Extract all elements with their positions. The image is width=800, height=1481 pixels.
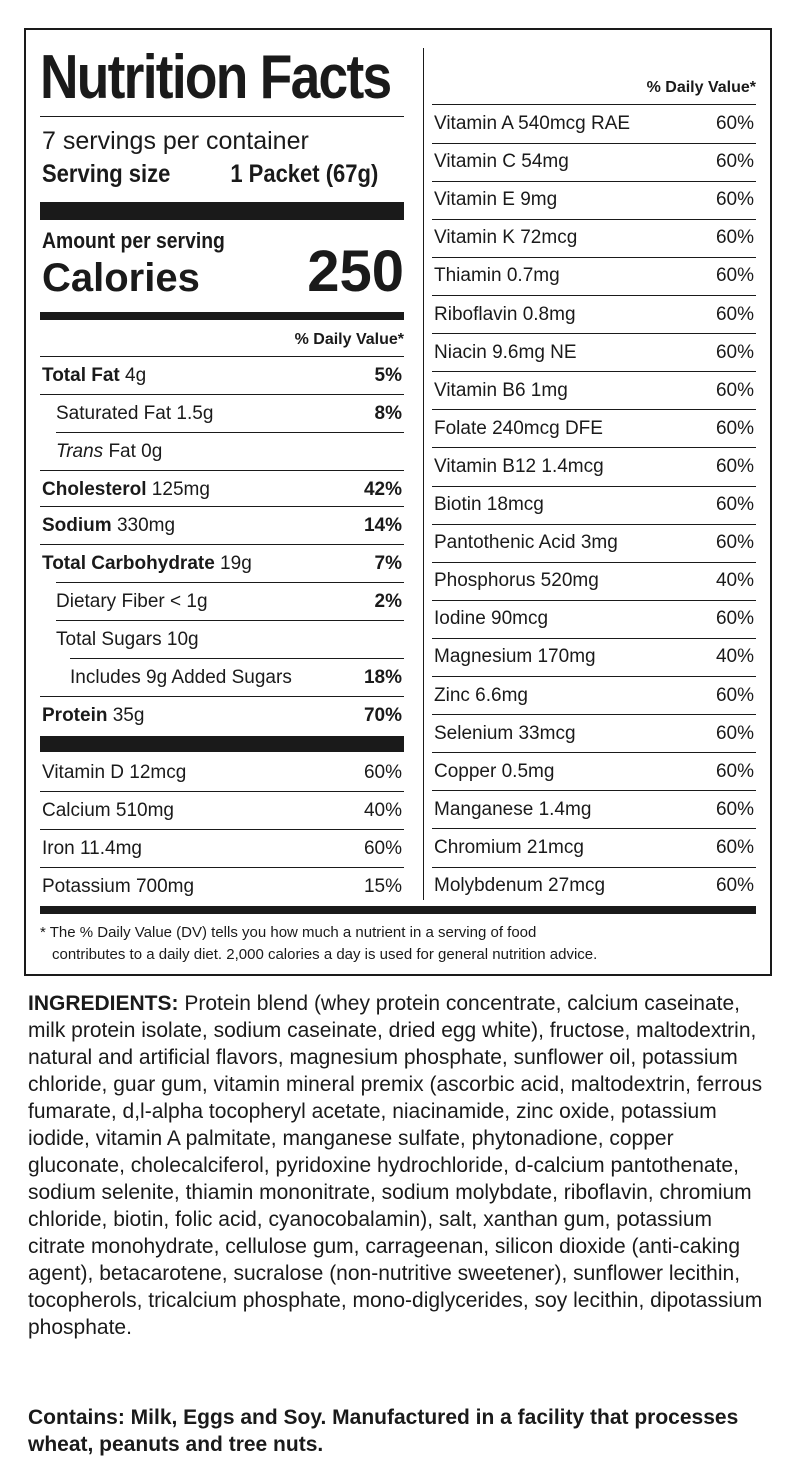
vitamin-row: Iodine 90mcg 60% — [434, 608, 754, 630]
vitamin-row: Copper 0.5mg 60% — [434, 760, 754, 782]
vitamin-row: Thiamin 0.7mg 60% — [434, 265, 754, 287]
nutrient-row-added-sugars: Includes 9g Added Sugars 18% — [70, 667, 402, 688]
ingredients-list: Protein blend (whey protein concentrate, calcium caseinate, milk protein isolate, sodium caseinate, dried egg white), fructose, maltodextrin, natural and artificial flavors, magnesium phosphate, sunflower oil, potassium chloride, guar gum, vitamin mineral premix (ascorbic acid, maltodextrin, ferrous fumarate, d,l-alpha tocopheryl acetate, niacinamide, zinc oxide, potassium iodide, vitamin A palmitate, manganese sulfate, phytonadione, copper gluconate, cholecalciferol, pyridoxine hydrochloride, d-calcium pantothenate, sodium selenite, thiamin mononitrate, sodium molybdate, riboflavin, chromium chloride, biotin, folic acid, cyanocobalamin), salt, xanthan gum, potassium citrate monohydrate, cellulose gum, carrageenan, silicon dioxide (anti-caking agent), betacarotene, sucralose (non-nutritive sweetener), sunflower lecithin, tocopherols, tricalcium phosphate, mono-diglycerides, soy lecithin, dipotassium phosphate. — [28, 992, 763, 1339]
vitamin-row: Potassium 700mg 15% — [42, 876, 402, 897]
vitamin-row: Niacin 9.6mg NE 60% — [434, 341, 754, 363]
vitamin-row: Riboflavin 0.8mg 60% — [434, 303, 754, 325]
nutrient-row-saturated-fat: Saturated Fat 1.5g 8% — [56, 403, 402, 424]
vitamin-row: Phosphorus 520mg 40% — [434, 570, 754, 592]
thick-divider — [40, 736, 404, 752]
vitamin-row: Biotin 18mcg 60% — [434, 494, 754, 515]
ingredients-text — [28, 990, 774, 1341]
column-divider — [423, 48, 424, 900]
footnote-line-1: * The % Daily Value (DV) tells you how much a nutrient in a serving of food — [40, 924, 537, 941]
vitamin-row: Vitamin E 9mg 60% — [434, 189, 754, 211]
vitamin-row: Manganese 1.4mg 60% — [434, 798, 754, 820]
vitamin-row: Pantothenic Acid 3mg 60% — [434, 532, 754, 554]
vitamin-row: Calcium 510mg 40% — [42, 800, 402, 821]
nutrient-row-protein: Protein 35g 70% — [42, 705, 402, 726]
vitamin-row: Vitamin B6 1mg 60% — [434, 379, 754, 401]
ingredients-heading: INGREDIENTS: — [28, 992, 179, 1015]
calories-value: 250 — [307, 239, 404, 304]
nutrient-row-cholesterol: Cholesterol 125mg 42% — [42, 479, 402, 500]
servings-per-container: 7 servings per container — [42, 127, 309, 155]
thick-divider — [40, 202, 404, 220]
amount-per-serving: Amount per serving — [42, 228, 225, 253]
vitamin-row: Selenium 33mcg 60% — [434, 722, 754, 744]
nutrient-row-sodium: Sodium 330mg 14% — [42, 515, 402, 536]
calories-label: Calories — [42, 256, 200, 300]
allergen-statement: Contains: Milk, Eggs and Soy. Manufactured in a facility that processes wheat, peanuts and tree nuts. — [28, 1406, 739, 1456]
vitamin-row: Vitamin K 72mcg 60% — [434, 227, 754, 249]
nutrient-row-total-fat: Total Fat 4g 5% — [42, 365, 402, 386]
vitamin-row: Magnesium 170mg 40% — [434, 646, 754, 668]
nutrition-facts-panel — [24, 28, 772, 976]
serving-size-label: Serving size — [42, 160, 171, 188]
bottom-thick-divider — [40, 906, 756, 914]
divider — [40, 116, 404, 117]
serving-size-value: 1 Packet (67g) — [230, 160, 379, 188]
daily-value-header: % Daily Value* — [646, 79, 756, 96]
vitamin-row: Vitamin A 540mcg RAE 60% — [434, 113, 754, 134]
footnote-line-2: contributes to a daily diet. 2,000 calories a day is used for general nutrition advice. — [52, 946, 598, 963]
serving-size — [42, 158, 379, 190]
daily-value-header: % Daily Value* — [294, 331, 404, 348]
vitamin-row: Folate 240mcg DFE 60% — [434, 417, 754, 439]
vitamin-row: Zinc 6.6mg 60% — [434, 684, 754, 706]
vitamin-row: Iron 11.4mg 60% — [42, 838, 402, 859]
medium-divider — [40, 312, 404, 320]
nutrient-row-trans-fat: Trans Fat 0g — [56, 441, 163, 462]
vitamin-row: Molybdenum 27mcg 60% — [434, 875, 754, 896]
label-title: Nutrition Facts — [40, 43, 391, 112]
vitamin-row: Vitamin D 12mcg 60% — [42, 762, 402, 783]
nutrient-row-dietary-fiber: Dietary Fiber < 1g 2% — [56, 591, 402, 612]
nutrient-row-total-carbohydrate: Total Carbohydrate 19g 7% — [42, 553, 402, 574]
vitamin-row: Vitamin C 54mg 60% — [434, 151, 754, 173]
vitamin-row: Vitamin B12 1.4mcg 60% — [434, 455, 754, 477]
vitamin-row: Chromium 21mcg 60% — [434, 836, 754, 858]
nutrient-row-total-sugars: Total Sugars 10g — [56, 629, 199, 650]
daily-value-footnote — [40, 922, 756, 966]
